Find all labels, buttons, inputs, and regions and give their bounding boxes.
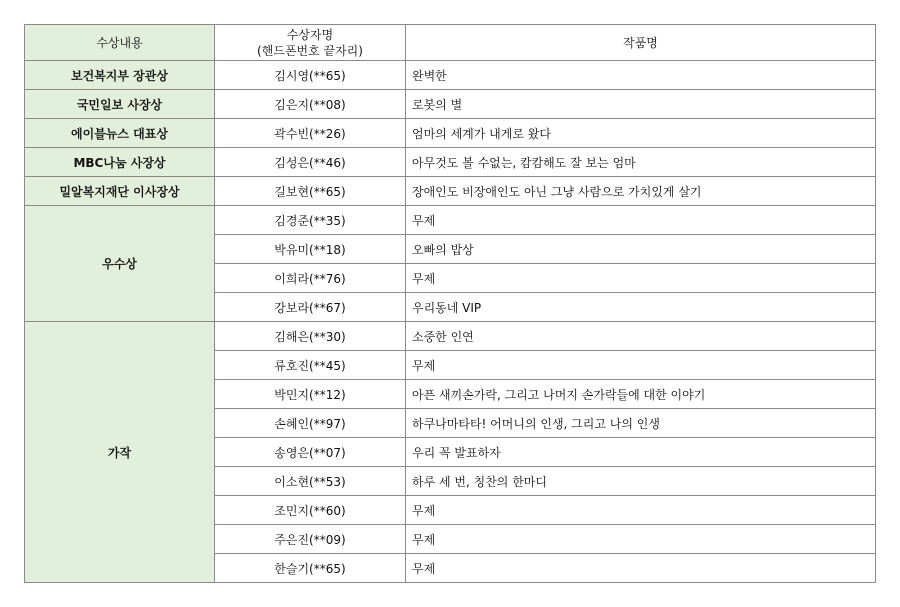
award-cell: 국민일보 사장상	[25, 90, 215, 119]
winner-cell: 주은진(**09)	[215, 525, 406, 554]
title-cell: 우리 꼭 발표하자	[406, 438, 876, 467]
winner-cell: 길보현(**65)	[215, 177, 406, 206]
table-row	[25, 322, 876, 351]
winner-cell: 손혜인(**97)	[215, 409, 406, 438]
award-cell: 에이블뉴스 대표상	[25, 119, 215, 148]
award-results-table	[24, 24, 876, 583]
table-row	[25, 148, 876, 177]
title-cell: 하쿠나마타타! 어머니의 인생, 그리고 나의 인생	[406, 409, 876, 438]
title-cell: 무제	[406, 525, 876, 554]
winner-cell: 김해은(**30)	[215, 322, 406, 351]
table-row	[25, 206, 876, 235]
title-cell: 무제	[406, 554, 876, 583]
table-row	[25, 177, 876, 206]
award-cell: 보건복지부 장관상	[25, 61, 215, 90]
winner-cell: 박유미(**18)	[215, 235, 406, 264]
title-cell: 무제	[406, 496, 876, 525]
winner-cell: 박민지(**12)	[215, 380, 406, 409]
award-cell-honorable: 가작	[25, 322, 215, 583]
title-cell: 우리동네 VIP	[406, 293, 876, 322]
winner-cell: 김경준(**35)	[215, 206, 406, 235]
table-row	[25, 61, 876, 90]
title-cell: 무제	[406, 264, 876, 293]
winner-cell: 곽수빈(**26)	[215, 119, 406, 148]
title-cell: 무제	[406, 206, 876, 235]
winner-cell: 한슬기(**65)	[215, 554, 406, 583]
award-cell: 밀알복지재단 이사장상	[25, 177, 215, 206]
award-cell: MBC나눔 사장상	[25, 148, 215, 177]
winner-cell: 강보라(**67)	[215, 293, 406, 322]
title-cell: 완벽한	[406, 61, 876, 90]
winner-cell: 송영은(**07)	[215, 438, 406, 467]
header-winner	[215, 25, 406, 61]
title-cell: 아픈 새끼손가락, 그리고 나머지 손가락들에 대한 이야기	[406, 380, 876, 409]
header-winner-line1: 수상자명	[286, 27, 334, 42]
title-cell: 엄마의 세계가 내게로 왔다	[406, 119, 876, 148]
winner-cell: 이희라(**76)	[215, 264, 406, 293]
winner-cell: 김성은(**46)	[215, 148, 406, 177]
header-winner-line2: (핸드폰번호 끝자리)	[257, 43, 363, 58]
table-row	[25, 119, 876, 148]
title-cell: 로봇의 별	[406, 90, 876, 119]
header-title: 작품명	[406, 25, 876, 61]
winner-cell: 김시영(**65)	[215, 61, 406, 90]
award-cell-excellence: 우수상	[25, 206, 215, 322]
winner-cell: 류호진(**45)	[215, 351, 406, 380]
winner-cell: 조민지(**60)	[215, 496, 406, 525]
title-cell: 장애인도 비장애인도 아닌 그냥 사람으로 가치있게 살기	[406, 177, 876, 206]
winner-cell: 이소현(**53)	[215, 467, 406, 496]
title-cell: 무제	[406, 351, 876, 380]
table-row	[25, 90, 876, 119]
header-row	[25, 25, 876, 61]
title-cell: 아무것도 볼 수없는, 캄캄해도 잘 보는 엄마	[406, 148, 876, 177]
title-cell: 하루 세 번, 칭찬의 한마디	[406, 467, 876, 496]
header-award: 수상내용	[25, 25, 215, 61]
title-cell: 소중한 인연	[406, 322, 876, 351]
winner-cell: 김은지(**08)	[215, 90, 406, 119]
title-cell: 오빠의 밥상	[406, 235, 876, 264]
